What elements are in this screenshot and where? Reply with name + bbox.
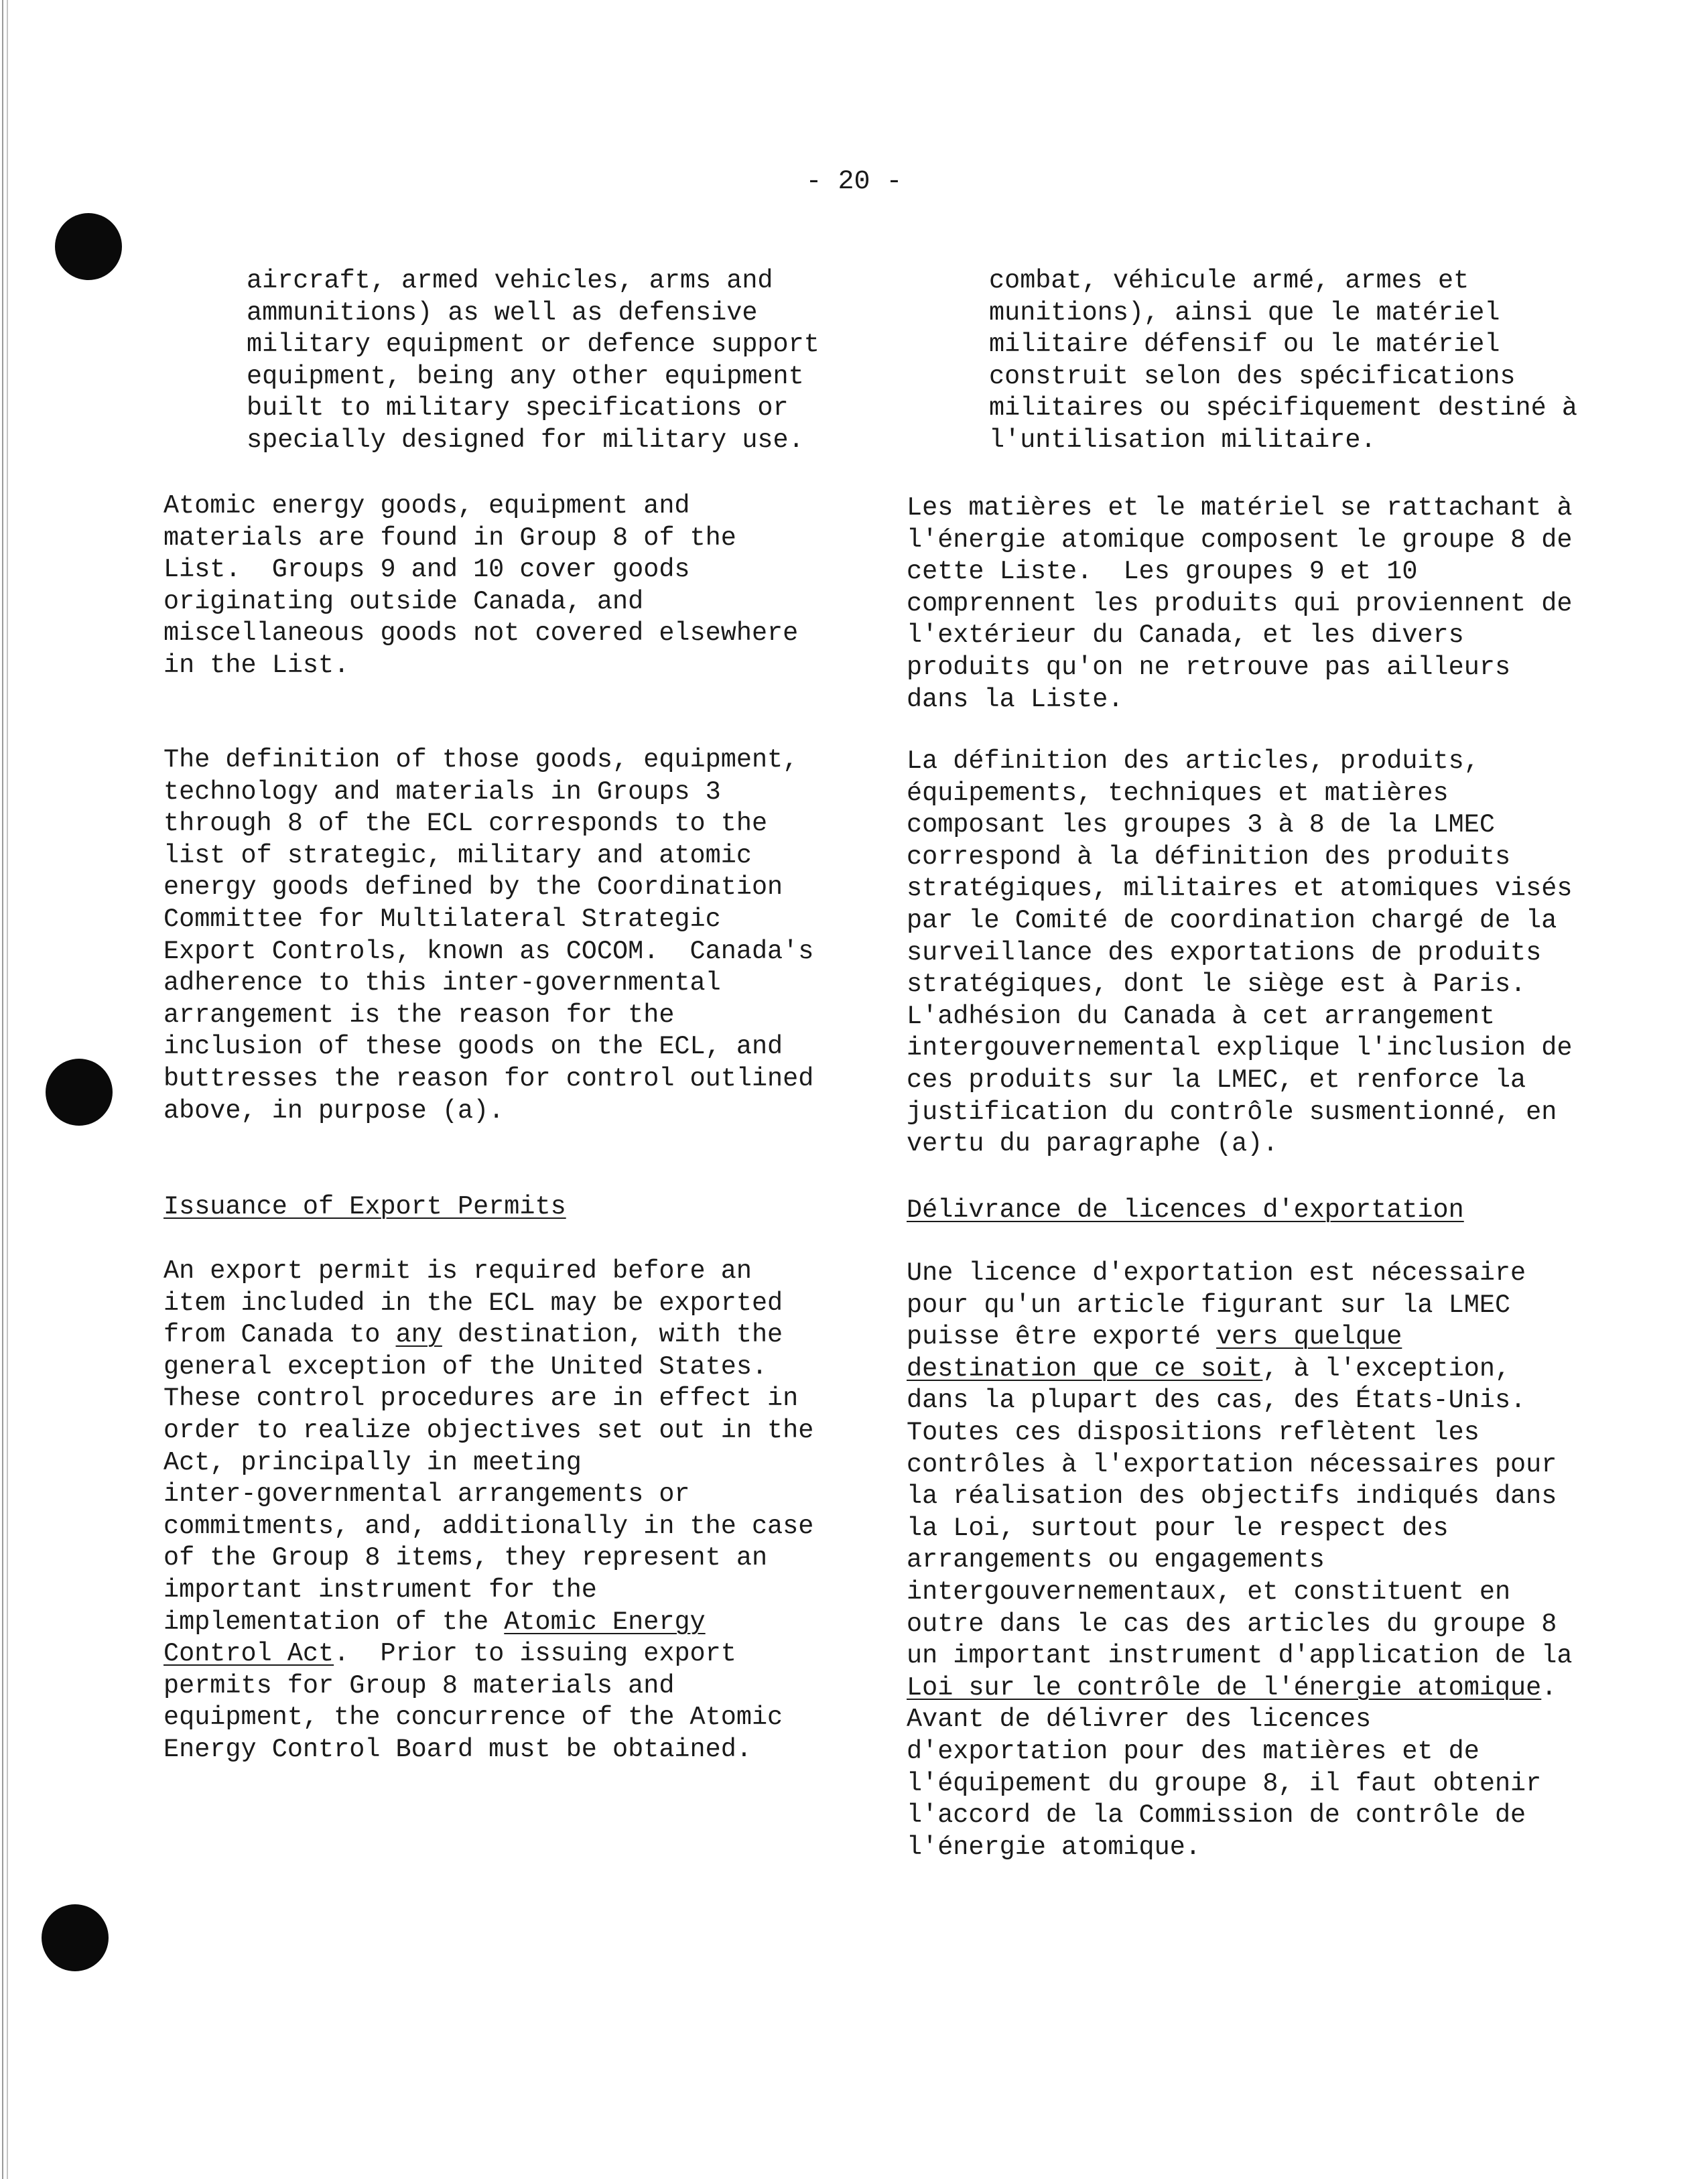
punch-hole-middle: [46, 1059, 113, 1126]
english-p4-act-title: Atomic Energy Control Act: [163, 1607, 706, 1669]
english-paragraph-4: [163, 1256, 813, 1766]
french-p4-text-b: , à l'exception, dans la plupart des cas, des États-Unis. Toutes ces dispositions reflètent les contrôles à l'exportation nécessaires pour la réalisation des objectifs indiqués dans la Loi, surtout pour le respect des arrangements ou engagements intergouvernementaux, et constituent en outre dans le cas des articles du groupe 8 un important instrument d'application de la: [907, 1353, 1573, 1671]
scan-edge-line-inner: [7, 0, 8, 2179]
english-section-heading: Issuance of Export Permits: [163, 1192, 566, 1221]
punch-hole-bottom: [42, 1904, 109, 1971]
french-section-heading: Délivrance de licences d'exportation: [907, 1195, 1464, 1225]
french-paragraph-3: La définition des articles, produits, équipements, techniques et matières composant les groupes 3 à 8 de la LMEC correspond à la définition des produits stratégiques, militaires et atomiques visés par le Comité de coordination chargé de la surveillance des exportations de produits stratégiques, dont le siège est à Paris. L'adhésion du Canada à cet arrangement intergouvernemental explique l'inclusion de ces produits sur la LMEC, et renforce la justification du contrôle susmentionné, en vertu du paragraphe (a).: [907, 746, 1573, 1159]
french-paragraph-1: combat, véhicule armé, armes et munitions), ainsi que le matériel militaire défensif ou le matériel construit selon des spécifications militaires ou spécifiquement destiné à l'untilisation militaire.: [989, 266, 1577, 455]
french-paragraph-2: Les matières et le matériel se rattachant à l'énergie atomique composent le groupe 8 de cette Liste. Les groupes 9 et 10 comprennent les produits qui proviennent de l'extérieur du Canada, et les divers produits qu'on ne retrouve pas ailleurs dans la Liste.: [907, 493, 1573, 714]
french-p4-act-title: Loi sur le contrôle de l'énergie atomique: [907, 1672, 1542, 1703]
french-paragraph-4: [907, 1258, 1572, 1863]
page-number: - 20 -: [805, 167, 903, 197]
french-p4-text-c: . Avant de délivrer des licences d'exportation pour des matières et de l'équipement du groupe 8, il faut obtenir l'accord de la Commission de contrôle de l'énergie atomique.: [907, 1672, 1557, 1862]
english-p4-emphasis-any: any: [395, 1320, 442, 1350]
english-paragraph-1: aircraft, armed vehicles, arms and ammunitions) as well as defensive military equipment or defence support equipment, being any other equipment built to military specifications or specially designed for military use.: [247, 266, 819, 455]
punch-hole-top: [55, 213, 122, 280]
french-p4-text-a: Une licence d'exportation est nécessaire pour qu'un article figurant sur la LMEC puisse être exporté: [907, 1258, 1526, 1352]
french-p4-emphasis-destination: vers quelque destination que ce soit: [907, 1322, 1402, 1384]
english-p4-text-b: destination, with the general exception of the United States. These control procedures are in effect in order to realize objectives set out in the Act, principally in meeting inter-governmental arrangements or commitments, and, additionally in the case of the Group 8 items, they represent an important instrument for the implementation of the: [163, 1320, 814, 1637]
scan-edge-line: [2, 0, 3, 2179]
english-p4-text-c: . Prior to issuing export permits for Group 8 materials and equipment, the concurrence of the Atomic Energy Control Board must be obtained.: [163, 1639, 783, 1764]
english-paragraph-2: Atomic energy goods, equipment and materials are found in Group 8 of the List. Groups 9 and 10 cover goods originating outside Canada, and miscellaneous goods not covered elsewhere in the List.: [163, 491, 799, 680]
english-paragraph-3: The definition of those goods, equipment, technology and materials in Groups 3 through 8 of the ECL corresponds to the list of strategic, military and atomic energy goods defined by the Coordination Committee for Multilateral Strategic Export Controls, known as COCOM. Canada's adherence to this inter-governmental arrangement is the reason for the inclusion of these goods on the ECL, and buttresses the reason for control outlined above, in purpose (a).: [163, 745, 814, 1126]
english-p4-text-a: An export permit is required before an item included in the ECL may be exported from Canada to: [163, 1256, 783, 1350]
